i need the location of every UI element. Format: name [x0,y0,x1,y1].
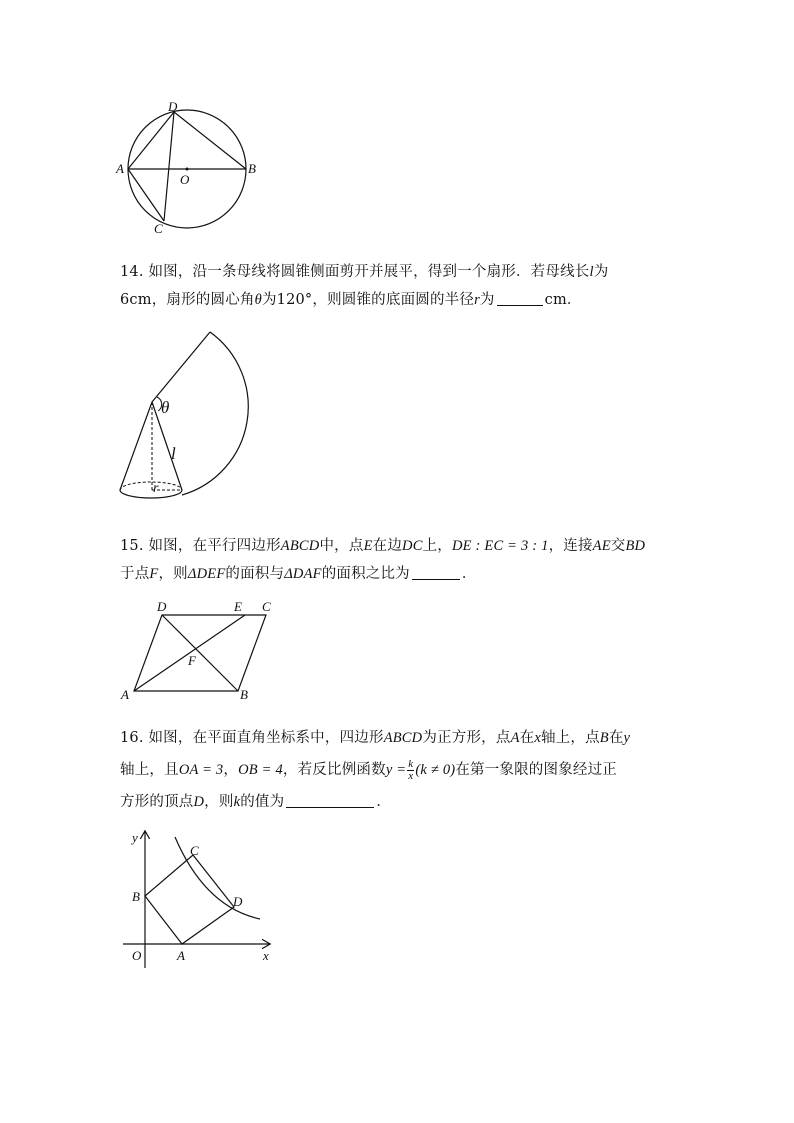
q15-text: 的面积与 [225,566,285,582]
label-d: D [233,894,243,909]
q15-tri-def: ΔDEF [187,566,226,582]
q16-point-d: D [193,794,205,810]
q16-condition: (k ≠ 0) [415,762,456,778]
q15-point-f: F [149,566,159,582]
question-14 [120,258,700,314]
q16-text: ． [376,794,392,810]
q15-shape: ABCD [280,538,320,554]
chord-db [174,112,246,169]
q16-ob: OB = 4 [238,762,283,778]
label-b: B [240,687,248,702]
label-theta: θ [161,398,170,417]
q14-text: 如图，沿一条母线将圆锥侧面剪开并展平，得到一个扇形．若母线长 [148,264,590,280]
q16-fraction-den: x [408,769,414,782]
q16-fraction-num: k [408,757,414,770]
q15-text: 的面积之比为 [321,566,410,582]
q15-point-e: E [363,538,373,554]
q15-number: 15. [120,538,144,554]
q16-text: ，若反比例函数 [282,762,386,778]
q15-tri-daf: ΔDAF [284,566,322,582]
q14-unit: cm． [544,292,582,308]
hyperbola-curve [175,837,260,919]
q16-text: 在第一象限的图象经过正 [455,762,618,778]
q16-point-b: B [599,730,609,746]
label-b: B [248,161,256,176]
label-c: C [262,599,271,614]
q16-text: 在 [608,730,624,746]
q14-text: 6cm，扇形的圆心角 [120,292,255,308]
q16-text: 轴上，点 [540,730,600,746]
q14-answer-blank[interactable] [497,291,543,306]
question-15 [120,532,700,588]
q15-text: 如图，在平行四边形 [148,538,281,554]
chord-dc [164,112,174,221]
q16-x: x [534,730,541,746]
q16-shape: ABCD [383,730,423,746]
q16-answer-blank[interactable] [286,793,374,808]
parallelogram-figure [115,598,285,703]
label-a: A [177,948,185,963]
q16-y: y [623,730,631,746]
label-f: F [188,653,196,668]
label-e: E [234,599,242,614]
label-o: O [180,172,190,187]
coordinate-figure [115,822,285,972]
label-x: x [263,948,269,963]
cone-base-front [120,490,182,498]
cone-left-side [120,402,152,490]
circle-figure [110,95,270,245]
q14-var-theta: θ [254,292,262,308]
q16-text: 如图，在平面直角坐标系中，四边形 [148,730,384,746]
q16-function: y = [385,762,407,778]
q15-text: ． [461,566,477,582]
label-c: C [190,843,199,858]
q16-k: k [233,794,241,810]
label-l: l [171,444,176,463]
q16-oa: OA = 3 [178,762,224,778]
q15-text: ，则 [158,566,188,582]
q16-text: ， [223,762,239,778]
q15-text: ，连接 [548,538,593,554]
center-point [186,168,189,171]
label-y: y [132,830,138,845]
q15-text: 交 [610,538,626,554]
sector-radius [152,332,210,402]
q14-var-r: r [474,292,480,308]
q15-text: 在边 [372,538,403,554]
q16-fraction [407,759,414,782]
q15-text: 于点 [120,566,150,582]
q14-var-l: l [589,264,594,280]
segment-bd [162,615,238,691]
q15-seg-bd: BD [625,538,646,554]
q14-text: ，则圆锥的底面圆的半径 [312,292,475,308]
label-a: A [121,687,129,702]
label-o: O [132,948,142,963]
q15-text: 中，点 [319,538,364,554]
q16-text: ，则 [204,794,234,810]
q14-text: 为 [261,292,277,308]
square-abcd [145,855,234,944]
q16-text: 轴上，且 [120,762,179,778]
q14-text: 为 [479,292,495,308]
q14-number: 14. [120,264,144,280]
q16-text: 方形的顶点 [120,794,194,810]
q15-ratio: DE : EC = 3 : 1 [452,538,549,554]
q16-text: 在 [519,730,535,746]
q15-text: 上， [422,538,452,554]
q15-seg-ae: AE [592,538,611,554]
label-r: r [153,481,159,496]
q16-point-a: A [510,730,520,746]
q15-side: DC [402,538,423,554]
cone-base-back [120,482,182,490]
q14-angle: 120° [276,292,313,308]
label-b: B [132,889,140,904]
question-16 [120,722,700,818]
q16-text: 为正方形，点 [422,730,511,746]
label-d: D [157,599,167,614]
label-d: D [168,99,178,114]
q16-text: 的值为 [240,794,285,810]
sector-arc [182,332,248,495]
label-a: A [116,161,124,176]
q16-number: 16. [120,730,144,746]
q14-text: 为 [593,264,609,280]
label-c: C [154,221,163,236]
cone-sector-figure [110,325,260,510]
q15-answer-blank[interactable] [412,565,460,580]
